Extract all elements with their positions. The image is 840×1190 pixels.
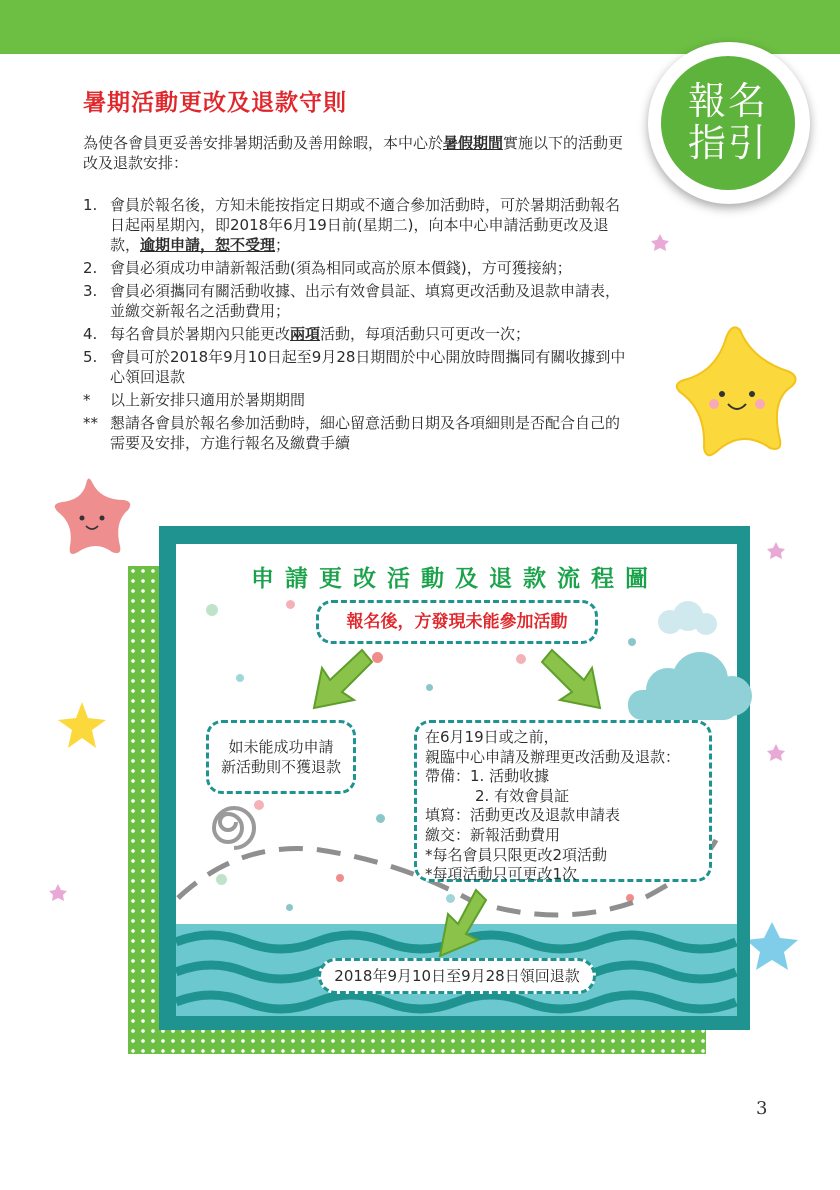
- flow-right-bring-2: 2. 有效會員証: [475, 786, 570, 805]
- rule-text: 會員必須攜同有關活動收據、出示有效會員証、填寫更改活動及退款申請表，並繳交新報名之活動費用；: [110, 282, 621, 320]
- flow-left-box: [206, 720, 356, 794]
- rule-text: 懇請各會員於報名參加活動時，細心留意活動日期及各項細則是否配合自己的需要及安排，方進行報名及繳費手續: [110, 414, 621, 452]
- badge-line-1: 報名: [687, 79, 768, 123]
- rule-emphasis: 兩項: [290, 325, 321, 343]
- page-number: 3: [756, 1098, 768, 1119]
- badge-line-2: 指引: [687, 121, 768, 165]
- flow-left-line: 新活動則不獲退款: [220, 758, 341, 776]
- flow-left-line: 如未能成功申請: [228, 738, 334, 756]
- page-title: 暑期活動更改及退款守則: [83, 90, 347, 116]
- rule-number: *: [83, 391, 91, 409]
- rule-text: 以上新安排只適用於暑期期間: [110, 391, 306, 409]
- rule-text-after: 活動，每項活動只可更改一次；: [320, 325, 531, 343]
- arrow-down-left-icon: [314, 650, 372, 708]
- cloud-small-icon: [658, 601, 717, 635]
- flow-bring-item: 1. 活動收據: [470, 767, 550, 786]
- arrow-down-icon: [440, 890, 486, 956]
- flow-right-box: [414, 720, 712, 882]
- rule-number: 3.: [83, 282, 98, 300]
- flowchart-title: 申請更改活動及退款流程圖: [251, 566, 659, 592]
- rule-number: 4.: [83, 325, 98, 343]
- rule-text-after: ；: [275, 236, 291, 254]
- rule-number: 5.: [83, 348, 98, 366]
- intro-text-before: 為使各會員更妥善安排暑期活動及善用餘暇，本中心於: [83, 134, 444, 152]
- intro-emphasis: 暑假期間: [443, 134, 504, 152]
- rule-text: 會員可於2018年9月10日起至9月28日期間於中心開放時間攜同有關收據到中心領回退款: [110, 348, 626, 386]
- flow-right-bring: [425, 767, 709, 787]
- flow-right-fill: 填寫：活動更改及退款申請表: [425, 806, 621, 825]
- rule-number: 2.: [83, 259, 98, 277]
- flow-right-line: 親臨中心申請及辦理更改活動及退款：: [425, 747, 681, 766]
- flow-right-pay: 繳交：新報活動費用: [425, 825, 561, 844]
- flow-bring-label: 帶備：: [425, 767, 471, 786]
- rule-text: 每名會員於暑期內只能更改: [110, 325, 291, 343]
- rule-number: **: [83, 414, 98, 432]
- swirl-icon: [214, 808, 254, 848]
- flow-right-heading: 在6月19日或之前，: [425, 728, 559, 746]
- cloud-icon: [628, 652, 752, 720]
- rule-emphasis: 逾期申請，恕不受理: [140, 236, 276, 254]
- flow-end-box: 2018年9月10日至9月28日領回退款: [318, 958, 596, 994]
- intro-text-after: 實施以下的活動更改及退款安排：: [83, 134, 624, 172]
- arrow-down-right-icon: [542, 650, 600, 708]
- rule-text: 會員於報名後，方知未能按指定日期或不適合參加活動時，可於暑期活動報名日起兩星期內，即2018年6月19日前(星期二)，向本中心申請活動更改及退款，: [110, 196, 621, 254]
- rule-number: 1.: [83, 196, 98, 214]
- flow-right-note: *每名會員只限更改2項活動: [425, 845, 608, 864]
- flow-start-box: 報名後，方發現未能參加活動: [316, 600, 598, 644]
- rule-text: 會員必須成功申請新報活動(須為相同或高於原本價錢)，方可獲接納；: [110, 259, 572, 277]
- flow-right-note: *每項活動只可更改1次: [425, 865, 578, 884]
